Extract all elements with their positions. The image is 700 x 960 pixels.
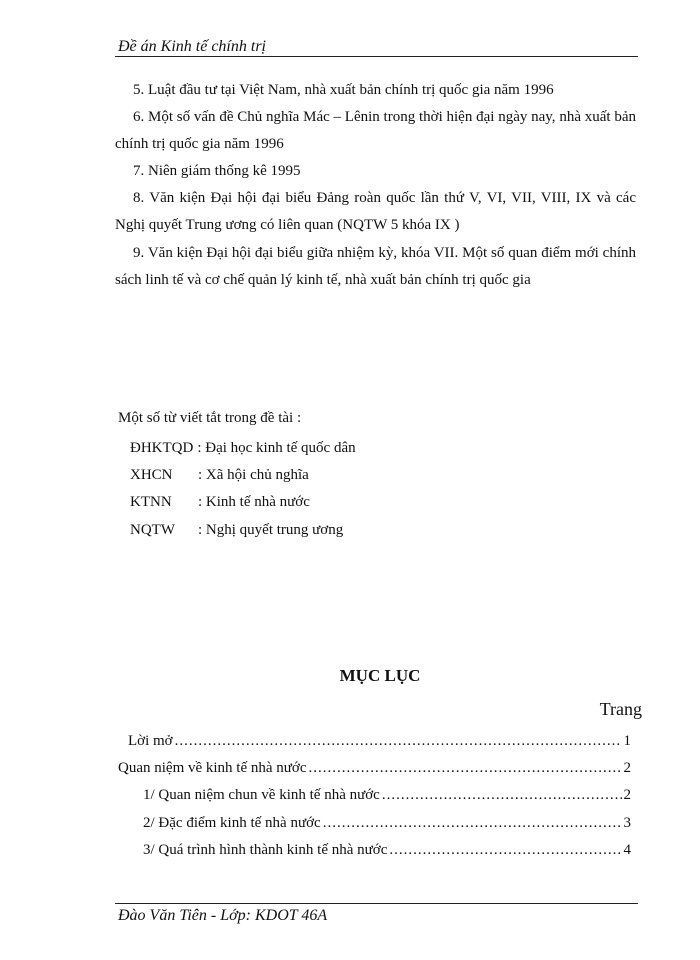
reference-item-8: 8. Văn kiện Đại hội đại biểu Đảng roàn quốc lần thứ V, VI, VII, VIII, IX và các Nghị quyết Trung ương có liên quan (NQTW 5 khóa IX ) (115, 190, 636, 233)
abbreviation-row (130, 467, 309, 484)
toc-entry[interactable] (128, 733, 631, 750)
toc-entry-page: 2 (623, 760, 631, 776)
reference-item-5: 5. Luật đầu tư tại Việt Nam, nhà xuất bản chính trị quốc gia năm 1996 (133, 82, 554, 98)
footer-divider (115, 903, 638, 904)
toc-entry-page: 4 (623, 842, 631, 858)
toc-entry-label: 1/ Quan niệm chun về kinh tế nhà nước (143, 787, 380, 803)
toc-leader-dots (309, 760, 622, 777)
toc-entry-label: Lời mở (128, 733, 173, 749)
toc-leader-dots (382, 787, 622, 804)
page-footer-author: Đào Văn Tiên - Lớp: KDOT 46A (118, 907, 328, 924)
toc-leader-dots (175, 733, 622, 750)
abbreviation-value: : Nghị quyết trung ương (198, 522, 344, 538)
toc-page-column-label: Trang (599, 699, 642, 719)
toc-entry-label: 2/ Đặc điểm kinh tế nhà nước (143, 815, 321, 831)
abbreviation-value: : Đại học kinh tế quốc dân (197, 440, 356, 456)
abbreviation-row (130, 522, 343, 539)
abbreviation-key: XHCN (130, 467, 173, 483)
reference-item-9: 9. Văn kiện Đại hội đại biểu giữa nhiệm kỳ, khóa VII. Một số quan điểm mới chính sách linh tế và cơ chế quản lý kinh tế, nhà xuất bản chính trị quốc gia (115, 245, 636, 288)
toc-entry[interactable] (118, 760, 631, 777)
abbreviations-heading: Một số từ viết tắt trong đề tài : (118, 410, 302, 426)
toc-entry-page: 1 (623, 733, 631, 749)
toc-leader-dots (389, 842, 621, 859)
abbreviation-value: : Kinh tế nhà nước (198, 494, 310, 510)
page-header-title: Đề án Kinh tế chính trị (118, 38, 266, 55)
abbreviation-key: ĐHKTQD (130, 440, 194, 456)
toc-entry-page: 2 (623, 787, 631, 803)
abbreviation-key: KTNN (130, 494, 172, 510)
toc-entry-page: 3 (623, 815, 631, 831)
abbreviation-key: NQTW (130, 522, 175, 538)
reference-item-6: 6. Một số vấn đề Chủ nghĩa Mác – Lênin trong thời hiện đại ngày nay, nhà xuất bản chính trị quốc gia năm 1996 (115, 109, 636, 152)
toc-entry[interactable] (143, 787, 631, 804)
toc-entry[interactable] (143, 842, 631, 859)
abbreviation-row (130, 440, 356, 457)
abbreviation-row (130, 494, 310, 511)
abbreviation-value: : Xã hội chủ nghĩa (198, 467, 309, 483)
reference-item-7: 7. Niên giám thống kê 1995 (133, 163, 301, 179)
toc-entry[interactable] (143, 815, 631, 832)
toc-leader-dots (323, 815, 622, 832)
header-divider (115, 56, 638, 57)
toc-entry-label: Quan niệm về kinh tế nhà nước (118, 760, 307, 776)
toc-entry-label: 3/ Quá trình hình thành kinh tế nhà nước (143, 842, 388, 858)
toc-title: MỤC LỤC (339, 666, 421, 685)
